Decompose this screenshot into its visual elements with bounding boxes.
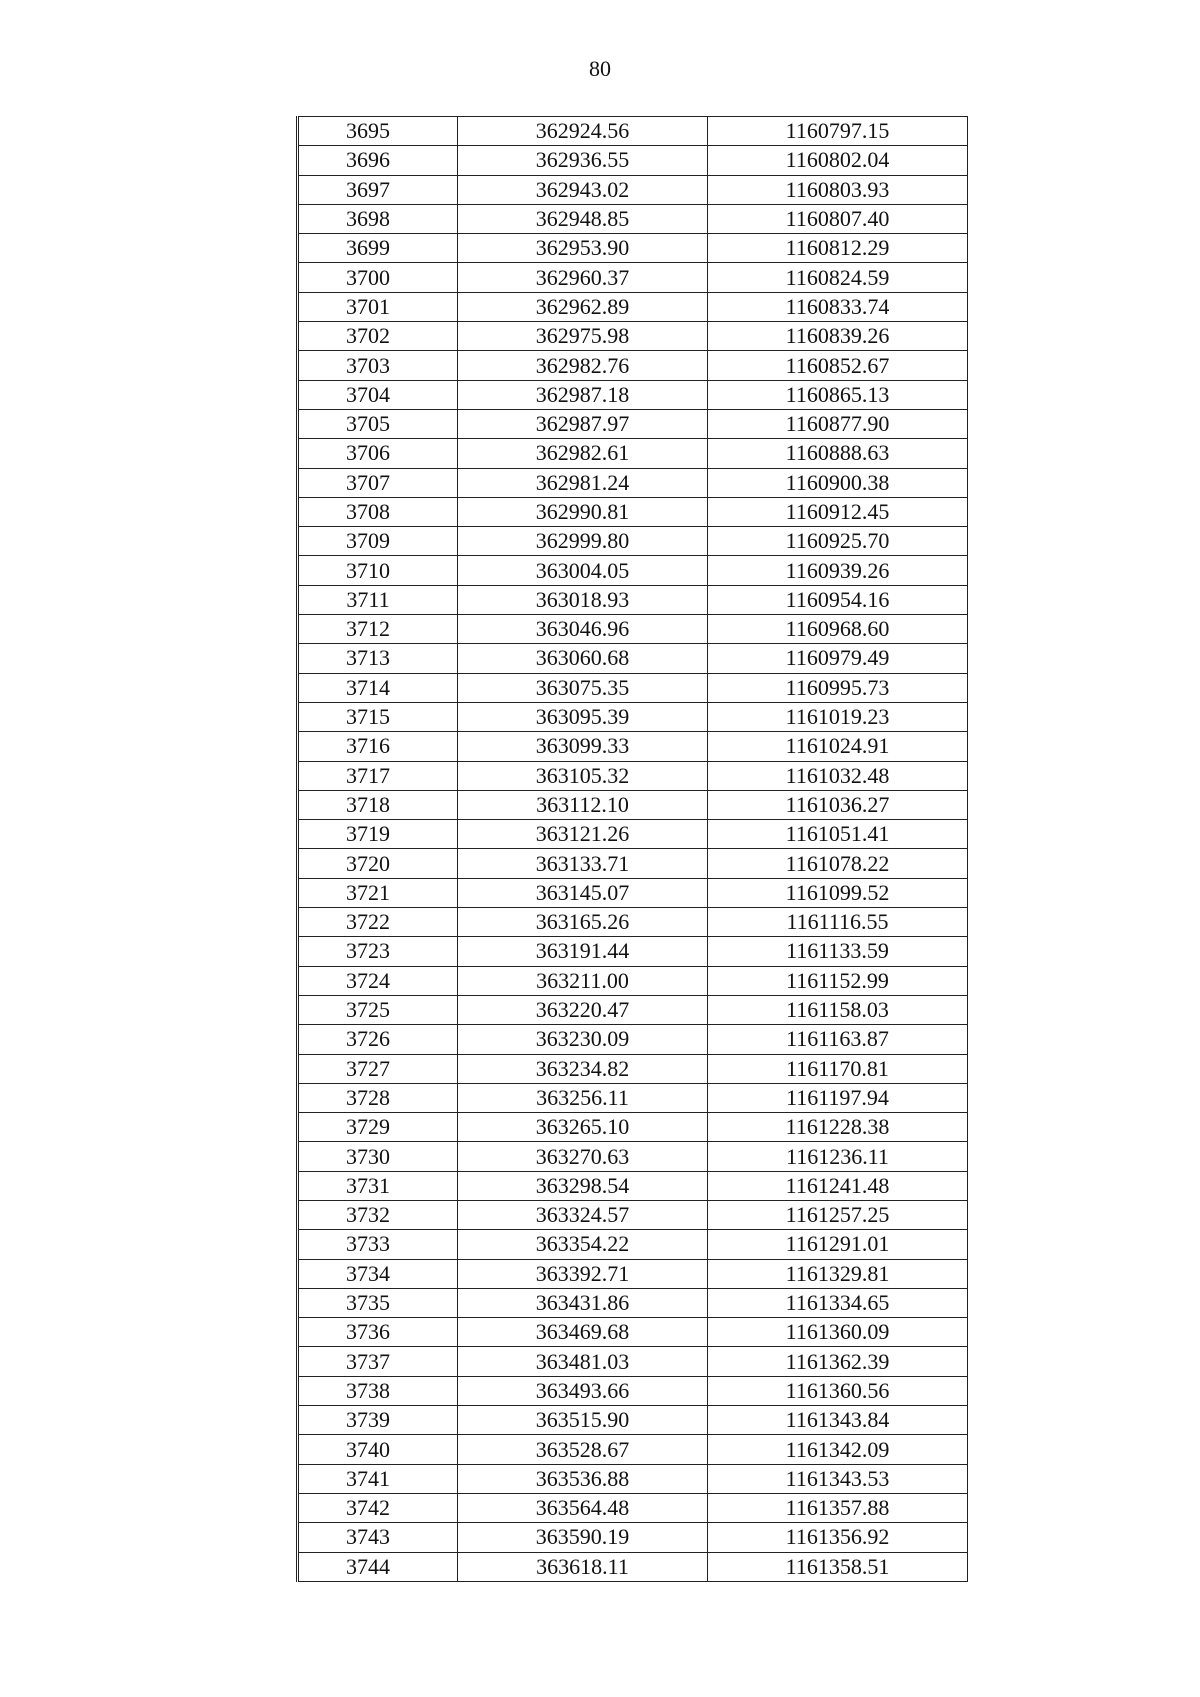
point-number-cell: 3706 [298, 439, 458, 468]
x-coordinate-cell: 362990.81 [458, 497, 708, 526]
point-number-cell: 3731 [298, 1171, 458, 1200]
point-number-cell: 3728 [298, 1083, 458, 1112]
y-coordinate-cell: 1160912.45 [708, 497, 968, 526]
x-coordinate-cell: 363099.33 [458, 732, 708, 761]
table-row [298, 175, 968, 204]
x-coordinate-cell: 362987.97 [458, 409, 708, 438]
x-coordinate-cell: 363481.03 [458, 1347, 708, 1376]
table-row [298, 468, 968, 497]
table-row [298, 1464, 968, 1493]
x-coordinate-cell: 363528.67 [458, 1435, 708, 1464]
table-row [298, 1493, 968, 1522]
table-row [298, 820, 968, 849]
coordinate-table-body [298, 117, 968, 1582]
x-coordinate-cell: 363165.26 [458, 908, 708, 937]
y-coordinate-cell: 1160807.40 [708, 204, 968, 233]
y-coordinate-cell: 1161356.92 [708, 1523, 968, 1552]
y-coordinate-cell: 1161228.38 [708, 1113, 968, 1142]
table-row [298, 1376, 968, 1405]
x-coordinate-cell: 363112.10 [458, 790, 708, 819]
x-coordinate-cell: 363256.11 [458, 1083, 708, 1112]
y-coordinate-cell: 1161158.03 [708, 995, 968, 1024]
point-number-cell: 3735 [298, 1288, 458, 1317]
x-coordinate-cell: 363324.57 [458, 1200, 708, 1229]
point-number-cell: 3742 [298, 1493, 458, 1522]
table-row [298, 615, 968, 644]
y-coordinate-cell: 1160939.26 [708, 556, 968, 585]
point-number-cell: 3744 [298, 1552, 458, 1581]
x-coordinate-cell: 363145.07 [458, 878, 708, 907]
point-number-cell: 3715 [298, 702, 458, 731]
point-number-cell: 3733 [298, 1230, 458, 1259]
point-number-cell: 3703 [298, 351, 458, 380]
table-row [298, 117, 968, 146]
table-row [298, 1318, 968, 1347]
point-number-cell: 3698 [298, 204, 458, 233]
x-coordinate-cell: 363105.32 [458, 761, 708, 790]
point-number-cell: 3713 [298, 644, 458, 673]
point-number-cell: 3716 [298, 732, 458, 761]
x-coordinate-cell: 362936.55 [458, 146, 708, 175]
table-row [298, 878, 968, 907]
x-coordinate-cell: 363469.68 [458, 1318, 708, 1347]
y-coordinate-cell: 1160803.93 [708, 175, 968, 204]
point-number-cell: 3738 [298, 1376, 458, 1405]
y-coordinate-cell: 1161257.25 [708, 1200, 968, 1229]
x-coordinate-cell: 363018.93 [458, 585, 708, 614]
table-row [298, 322, 968, 351]
point-number-cell: 3736 [298, 1318, 458, 1347]
table-row [298, 527, 968, 556]
table-row [298, 380, 968, 409]
point-number-cell: 3708 [298, 497, 458, 526]
y-coordinate-cell: 1161163.87 [708, 1025, 968, 1054]
x-coordinate-cell: 362981.24 [458, 468, 708, 497]
point-number-cell: 3704 [298, 380, 458, 409]
y-coordinate-cell: 1160954.16 [708, 585, 968, 614]
y-coordinate-cell: 1160995.73 [708, 673, 968, 702]
y-coordinate-cell: 1161197.94 [708, 1083, 968, 1112]
y-coordinate-cell: 1161024.91 [708, 732, 968, 761]
table-row [298, 732, 968, 761]
x-coordinate-cell: 362948.85 [458, 204, 708, 233]
x-coordinate-cell: 363564.48 [458, 1493, 708, 1522]
x-coordinate-cell: 362982.76 [458, 351, 708, 380]
point-number-cell: 3726 [298, 1025, 458, 1054]
x-coordinate-cell: 363265.10 [458, 1113, 708, 1142]
table-row [298, 702, 968, 731]
x-coordinate-cell: 362987.18 [458, 380, 708, 409]
y-coordinate-cell: 1161051.41 [708, 820, 968, 849]
point-number-cell: 3705 [298, 409, 458, 438]
table-row [298, 234, 968, 263]
y-coordinate-cell: 1161342.09 [708, 1435, 968, 1464]
point-number-cell: 3707 [298, 468, 458, 497]
x-coordinate-cell: 362924.56 [458, 117, 708, 146]
point-number-cell: 3700 [298, 263, 458, 292]
y-coordinate-cell: 1161099.52 [708, 878, 968, 907]
point-number-cell: 3720 [298, 849, 458, 878]
table-row [298, 585, 968, 614]
y-coordinate-cell: 1161343.53 [708, 1464, 968, 1493]
y-coordinate-cell: 1161116.55 [708, 908, 968, 937]
x-coordinate-cell: 363060.68 [458, 644, 708, 673]
y-coordinate-cell: 1160824.59 [708, 263, 968, 292]
point-number-cell: 3696 [298, 146, 458, 175]
y-coordinate-cell: 1161032.48 [708, 761, 968, 790]
table-row [298, 790, 968, 819]
point-number-cell: 3737 [298, 1347, 458, 1376]
x-coordinate-cell: 363298.54 [458, 1171, 708, 1200]
table-row [298, 1025, 968, 1054]
table-row [298, 1406, 968, 1435]
table-row [298, 1347, 968, 1376]
table-row [298, 1054, 968, 1083]
table-row [298, 673, 968, 702]
point-number-cell: 3723 [298, 937, 458, 966]
x-coordinate-cell: 363095.39 [458, 702, 708, 731]
table-row [298, 1200, 968, 1229]
table-row [298, 556, 968, 585]
point-number-cell: 3718 [298, 790, 458, 819]
y-coordinate-cell: 1160797.15 [708, 117, 968, 146]
table-row [298, 1523, 968, 1552]
table-row [298, 849, 968, 878]
y-coordinate-cell: 1160925.70 [708, 527, 968, 556]
y-coordinate-cell: 1161357.88 [708, 1493, 968, 1522]
point-number-cell: 3734 [298, 1259, 458, 1288]
y-coordinate-cell: 1161360.09 [708, 1318, 968, 1347]
y-coordinate-cell: 1160968.60 [708, 615, 968, 644]
y-coordinate-cell: 1161334.65 [708, 1288, 968, 1317]
y-coordinate-cell: 1161078.22 [708, 849, 968, 878]
table-row [298, 761, 968, 790]
table-row [298, 644, 968, 673]
x-coordinate-cell: 362962.89 [458, 292, 708, 321]
point-number-cell: 3727 [298, 1054, 458, 1083]
table-row [298, 1230, 968, 1259]
table-row [298, 439, 968, 468]
table-row [298, 1288, 968, 1317]
point-number-cell: 3740 [298, 1435, 458, 1464]
point-number-cell: 3725 [298, 995, 458, 1024]
table-row [298, 1259, 968, 1288]
x-coordinate-cell: 362953.90 [458, 234, 708, 263]
y-coordinate-cell: 1160839.26 [708, 322, 968, 351]
point-number-cell: 3730 [298, 1142, 458, 1171]
x-coordinate-cell: 363392.71 [458, 1259, 708, 1288]
point-number-cell: 3717 [298, 761, 458, 790]
point-number-cell: 3743 [298, 1523, 458, 1552]
y-coordinate-cell: 1160833.74 [708, 292, 968, 321]
table-row [298, 351, 968, 380]
y-coordinate-cell: 1161358.51 [708, 1552, 968, 1581]
coordinate-table [296, 116, 968, 1582]
table-row [298, 263, 968, 292]
x-coordinate-cell: 363133.71 [458, 849, 708, 878]
page-number: 80 [589, 56, 611, 81]
x-coordinate-cell: 362999.80 [458, 527, 708, 556]
y-coordinate-cell: 1160865.13 [708, 380, 968, 409]
table-row [298, 204, 968, 233]
y-coordinate-cell: 1160812.29 [708, 234, 968, 263]
x-coordinate-cell: 363618.11 [458, 1552, 708, 1581]
point-number-cell: 3710 [298, 556, 458, 585]
y-coordinate-cell: 1161133.59 [708, 937, 968, 966]
table-row [298, 1171, 968, 1200]
y-coordinate-cell: 1160888.63 [708, 439, 968, 468]
point-number-cell: 3722 [298, 908, 458, 937]
y-coordinate-cell: 1160802.04 [708, 146, 968, 175]
x-coordinate-cell: 362943.02 [458, 175, 708, 204]
y-coordinate-cell: 1160852.67 [708, 351, 968, 380]
x-coordinate-cell: 363354.22 [458, 1230, 708, 1259]
point-number-cell: 3701 [298, 292, 458, 321]
x-coordinate-cell: 363493.66 [458, 1376, 708, 1405]
y-coordinate-cell: 1161362.39 [708, 1347, 968, 1376]
y-coordinate-cell: 1161241.48 [708, 1171, 968, 1200]
x-coordinate-cell: 363536.88 [458, 1464, 708, 1493]
table-row [298, 497, 968, 526]
x-coordinate-cell: 362982.61 [458, 439, 708, 468]
point-number-cell: 3729 [298, 1113, 458, 1142]
table-row [298, 1083, 968, 1112]
point-number-cell: 3697 [298, 175, 458, 204]
x-coordinate-cell: 363004.05 [458, 556, 708, 585]
y-coordinate-cell: 1161329.81 [708, 1259, 968, 1288]
y-coordinate-cell: 1161019.23 [708, 702, 968, 731]
point-number-cell: 3695 [298, 117, 458, 146]
x-coordinate-cell: 362960.37 [458, 263, 708, 292]
point-number-cell: 3712 [298, 615, 458, 644]
table-row [298, 1435, 968, 1464]
table-row [298, 1113, 968, 1142]
x-coordinate-cell: 363211.00 [458, 966, 708, 995]
table-row [298, 995, 968, 1024]
point-number-cell: 3714 [298, 673, 458, 702]
x-coordinate-cell: 363075.35 [458, 673, 708, 702]
point-number-cell: 3724 [298, 966, 458, 995]
table-row [298, 1142, 968, 1171]
y-coordinate-cell: 1160877.90 [708, 409, 968, 438]
point-number-cell: 3709 [298, 527, 458, 556]
y-coordinate-cell: 1161170.81 [708, 1054, 968, 1083]
point-number-cell: 3711 [298, 585, 458, 614]
point-number-cell: 3702 [298, 322, 458, 351]
x-coordinate-cell: 362975.98 [458, 322, 708, 351]
x-coordinate-cell: 363590.19 [458, 1523, 708, 1552]
y-coordinate-cell: 1161360.56 [708, 1376, 968, 1405]
table-row [298, 937, 968, 966]
y-coordinate-cell: 1160979.49 [708, 644, 968, 673]
point-number-cell: 3732 [298, 1200, 458, 1229]
table-row [298, 409, 968, 438]
table-row [298, 1552, 968, 1581]
x-coordinate-cell: 363191.44 [458, 937, 708, 966]
y-coordinate-cell: 1160900.38 [708, 468, 968, 497]
point-number-cell: 3741 [298, 1464, 458, 1493]
point-number-cell: 3699 [298, 234, 458, 263]
y-coordinate-cell: 1161152.99 [708, 966, 968, 995]
table-row [298, 966, 968, 995]
x-coordinate-cell: 363121.26 [458, 820, 708, 849]
x-coordinate-cell: 363431.86 [458, 1288, 708, 1317]
table-row [298, 146, 968, 175]
point-number-cell: 3721 [298, 878, 458, 907]
y-coordinate-cell: 1161036.27 [708, 790, 968, 819]
x-coordinate-cell: 363270.63 [458, 1142, 708, 1171]
x-coordinate-cell: 363234.82 [458, 1054, 708, 1083]
y-coordinate-cell: 1161236.11 [708, 1142, 968, 1171]
table-row [298, 908, 968, 937]
x-coordinate-cell: 363230.09 [458, 1025, 708, 1054]
x-coordinate-cell: 363515.90 [458, 1406, 708, 1435]
x-coordinate-cell: 363046.96 [458, 615, 708, 644]
y-coordinate-cell: 1161343.84 [708, 1406, 968, 1435]
table-row [298, 292, 968, 321]
point-number-cell: 3739 [298, 1406, 458, 1435]
x-coordinate-cell: 363220.47 [458, 995, 708, 1024]
y-coordinate-cell: 1161291.01 [708, 1230, 968, 1259]
point-number-cell: 3719 [298, 820, 458, 849]
